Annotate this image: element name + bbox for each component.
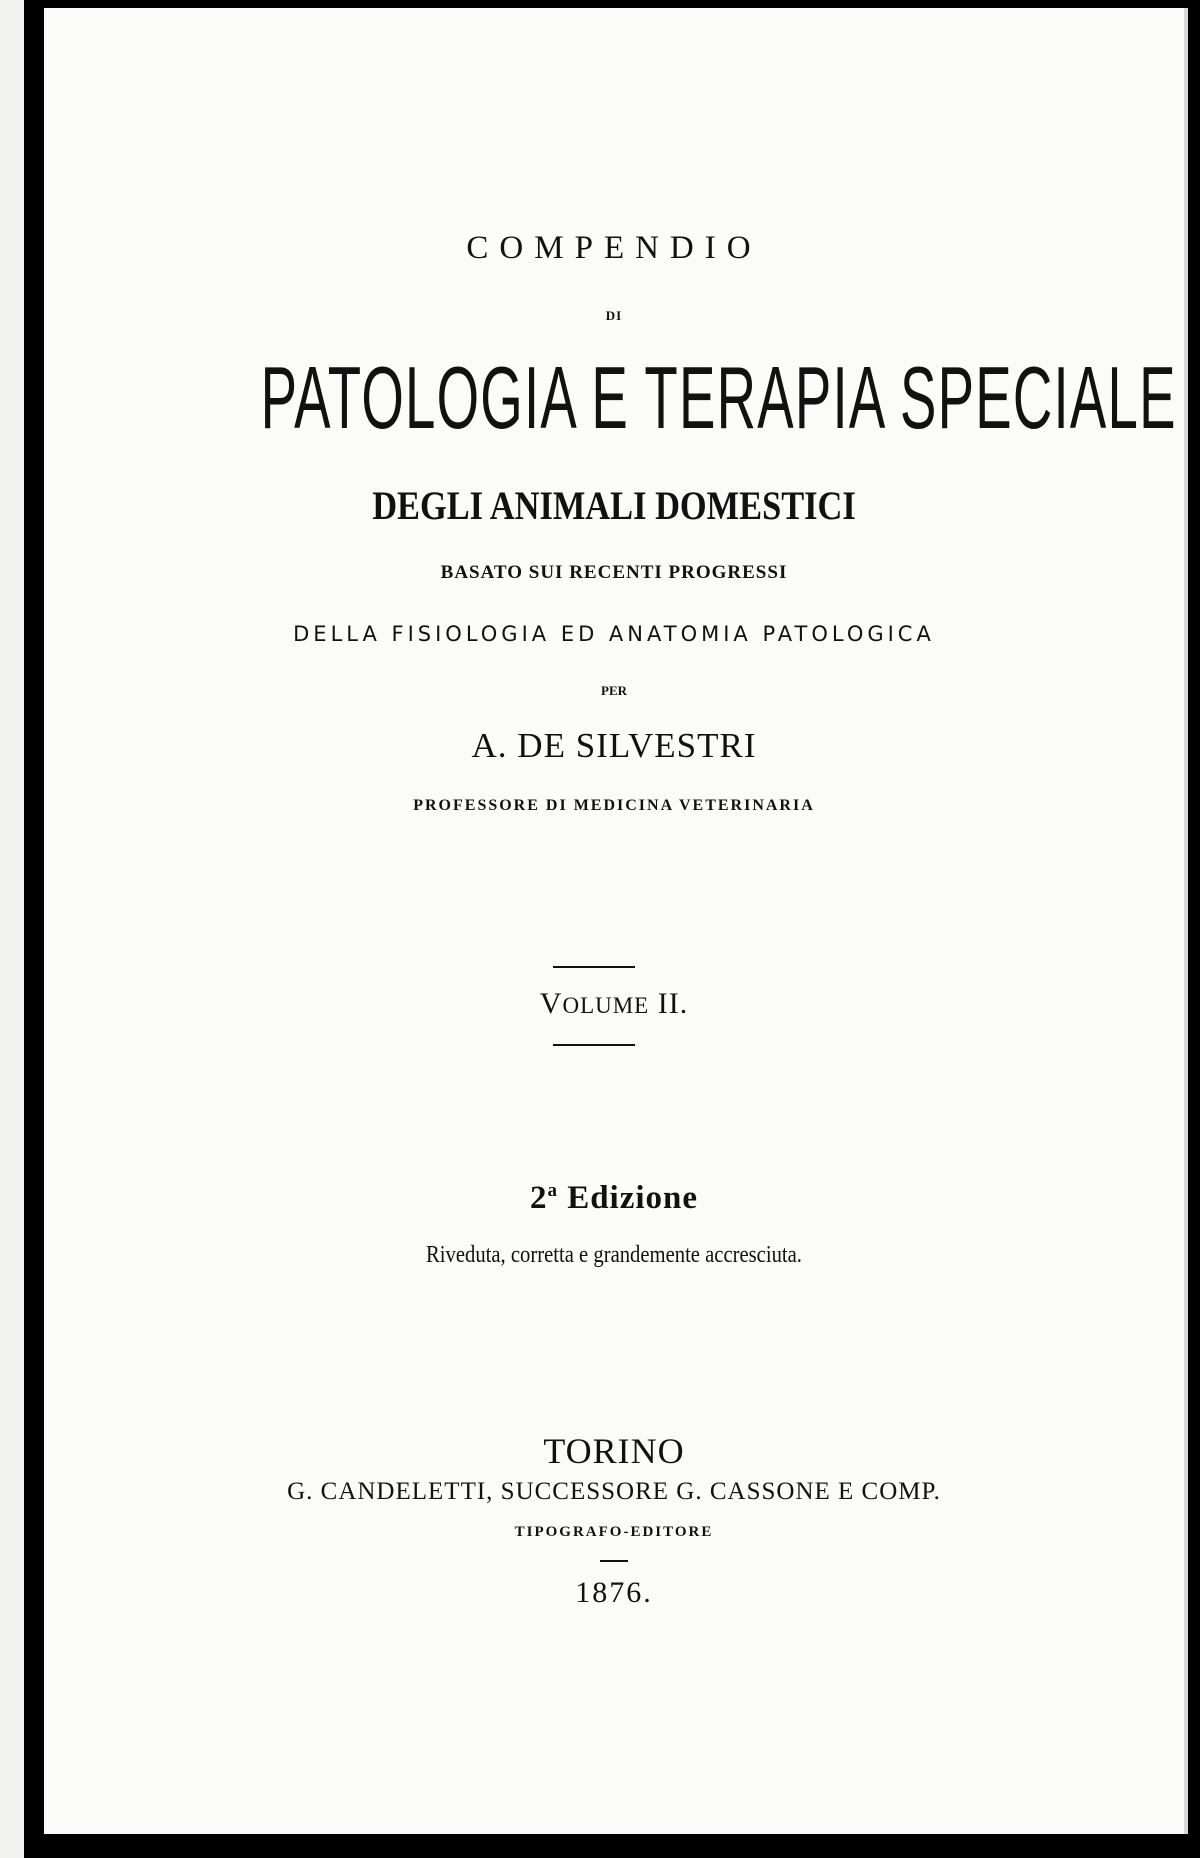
di-connector: DI (605, 308, 623, 323)
page-edge-shadow (1184, 8, 1188, 1834)
city: TORINO (543, 1431, 685, 1471)
volume-prefix: V (539, 987, 563, 1020)
publisher: G. CANDELETTI, SUCCESSORE G. CASSONE E COMP. (287, 1478, 941, 1505)
publisher-role: TIPOGRAFO-EDITORE (514, 1524, 714, 1540)
basato-line: BASATO SUI RECENTI PROGRESSI (440, 562, 788, 583)
edition-note: Riveduta, corretta e grandemente accresciuta. (426, 1242, 802, 1268)
author-name: A. DE SILVESTRI (471, 726, 757, 765)
year-dash (600, 1560, 628, 1562)
main-title: PATOLOGIA E TERAPIA SPECIALE (260, 348, 1177, 447)
volume-rule-bottom (553, 1044, 635, 1046)
title-page (44, 8, 1184, 1834)
edition-label (44, 1180, 1184, 1217)
volume-word: OLUME (562, 993, 650, 1018)
subtitle: DEGLI ANIMALI DOMESTICI (372, 483, 856, 528)
della-line: DELLA FISIOLOGIA ED ANATOMIA PATOLOGICA (293, 622, 935, 646)
facing-page-edge (0, 0, 24, 1858)
per-connector: PER (601, 683, 627, 698)
volume-number: II. (657, 987, 689, 1020)
author-title: PROFESSORE DI MEDICINA VETERINARIA (413, 797, 815, 814)
edition-word: Edizione (567, 1180, 699, 1216)
edition-superscript: a (547, 1180, 558, 1201)
volume-label (44, 987, 1184, 1021)
publication-year: 1876. (575, 1576, 653, 1609)
edition-number: 2 (529, 1180, 548, 1216)
compendio-heading: COMPENDIO (466, 230, 762, 266)
volume-rule-top (553, 966, 635, 968)
binding-gutter (24, 0, 44, 1858)
